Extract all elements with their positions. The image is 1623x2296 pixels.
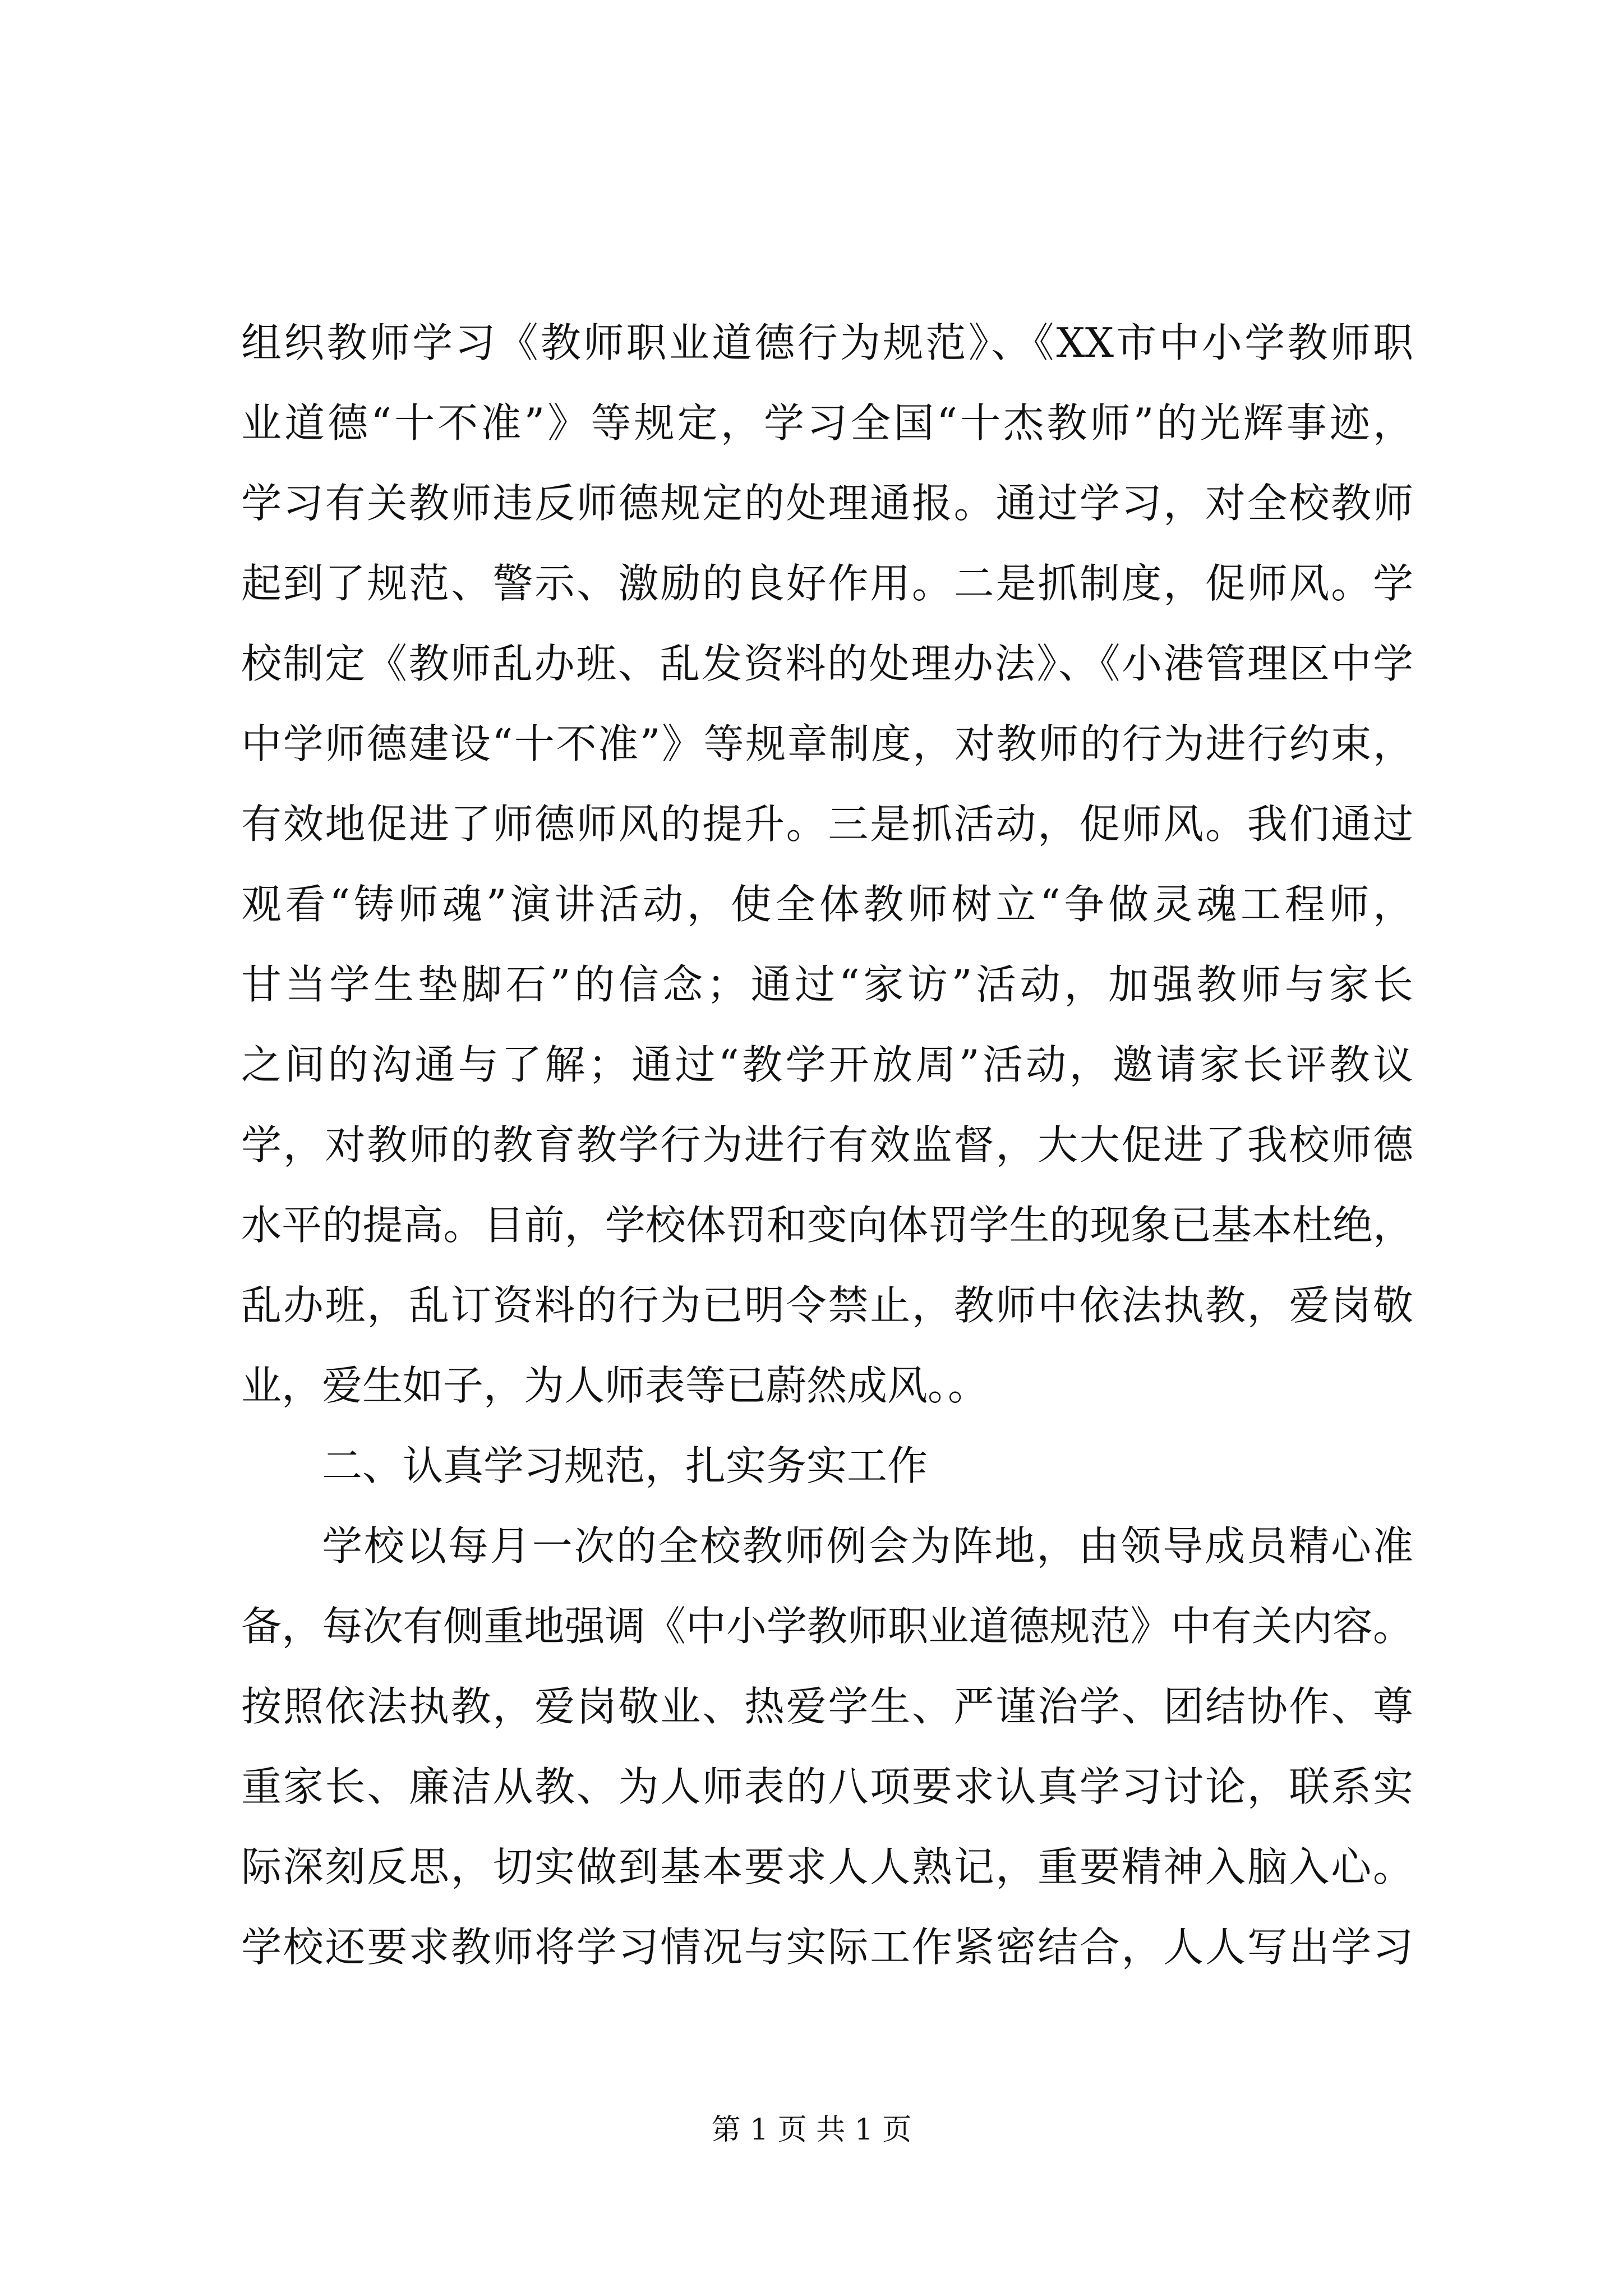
text-line: 业，爱生如子，为人师表等已蔚然成风。。 [241,1362,989,1409]
page-footer [0,2106,1623,2148]
text-line: 学，对教师的教育教学行为进行有效监督，大大促进了我校师德 [241,1121,1413,1168]
text-line: 中学师德建设“十不准”》等规章制度，对教师的行为进行约束， [241,720,1413,767]
text-line: 组织教师学习《教师职业道德行为规范》、《XX市中小学教师职 [241,319,1413,366]
text-line: 学校还要求教师将学习情况与实际工作紧密结合，人人写出学习 [241,1924,1413,1971]
text-line: 甘当学生垫脚石”的信念；通过“家访”活动，加强教师与家长 [241,961,1413,1008]
text-line: 水平的提高。目前，学校体罚和变向体罚学生的现象已基本杜绝， [241,1202,1413,1249]
text-line: 备，每次有侧重地强调《中小学教师职业道德规范》中有关内容。 [241,1603,1413,1650]
text-line: 观看“铸师魂”演讲活动，使全体教师树立“争做灵魂工程师， [241,881,1413,928]
text-line: 起到了规范、警示、激励的良好作用。二是抓制度，促师风。学 [241,560,1413,607]
text-line: 学习有关教师违反师德规定的处理通报。通过学习，对全校教师 [241,480,1413,527]
text-line: 按照依法执教，爱岗敬业、热爱学生、严谨治学、团结协作、尊 [241,1683,1413,1730]
section-heading: 二、认真学习规范，扎实务实工作 [322,1442,928,1489]
text-line: 重家长、廉洁从教、为人师表的八项要求认真学习讨论，联系实 [241,1763,1413,1810]
text-line: 际深刻反思，切实做到基本要求人人熟记，重要精神入脑入心。 [241,1843,1413,1890]
text-line: 学校以每月一次的全校教师例会为阵地，由领导成员精心准 [322,1522,1413,1570]
text-line: 有效地促进了师德师风的提升。三是抓活动，促师风。我们通过 [241,800,1413,848]
text-line: 乱办班，乱订资料的行为已明令禁止，教师中依法执教，爱岗敬 [241,1282,1413,1329]
text-line: 业道德“十不准”》等规定，学习全国“十杰教师”的光辉事迹， [241,399,1413,447]
body-text [241,303,1413,1987]
text-line: 校制定《教师乱办班、乱发资料的处理办法》、《小港管理区中学 [241,640,1413,687]
text-line: 之间的沟通与了解；通过“教学开放周”活动，邀请家长评教议 [241,1041,1413,1088]
page-number: 第 1 页 共 1 页 [711,2113,912,2147]
